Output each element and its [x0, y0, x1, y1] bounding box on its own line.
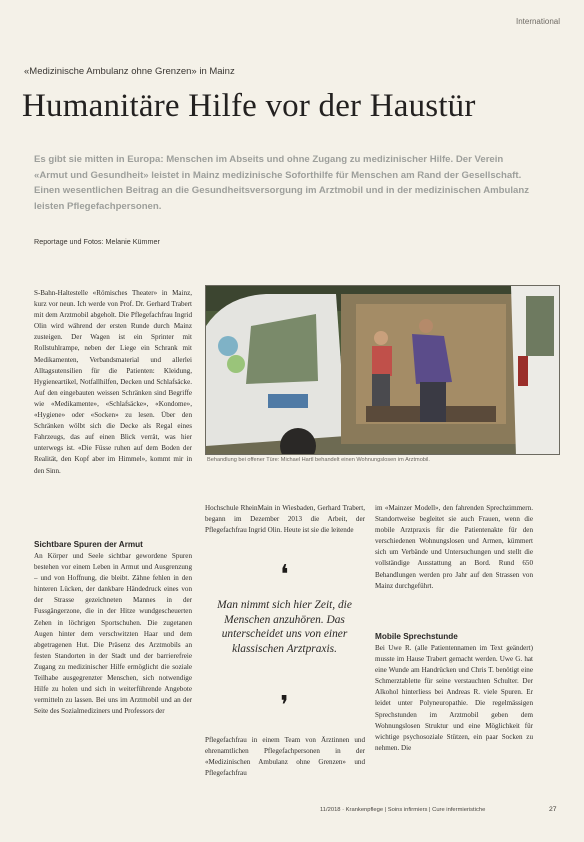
- subhead-armut: Sichtbare Spuren der Armut: [34, 540, 143, 549]
- quote-close-icon: ❜: [280, 691, 289, 720]
- quote-open-icon: ❛: [280, 560, 289, 589]
- footer-publication: 11/2018 · Krankenpflege | Soins infirmiers | Cure infermieristiche: [320, 807, 486, 813]
- section-label: International: [515, 17, 560, 26]
- photo-caption: Behandlung bei offener Türe: Michael Hartl behandelt einen Wohnungslosen im Arztmobil.: [207, 457, 430, 463]
- column-3-intro: im «Mainzer Modell», den fahrenden Sprechzimmern. Standortweise begleitet sie auch Frauen, wenn die mobile Arztpraxis für die Patientenakte für den verschiedenen Wohnungslosen und Armen, kümmert sich um Verbände und Untersuchungen und stellt die vollständige Ausstattung an Bord. Rund 650 Behandlungen werden pro Jahr auf den Strassen von Mainz durchgeführt.: [375, 504, 533, 590]
- pullquote: Man nimmt sich hier Zeit, die Menschen anzuhören. Das unterscheidet uns von einer klassischen Arztpraxis.: [217, 599, 352, 655]
- headline: Humanitäre Hilfe vor der Haustür: [22, 88, 476, 124]
- column-2-bottom: Pflegefachfrau in einem Team von Ärztinnen und ehrenamtlichen Pflegefachpersonen in der «Medizinischen Ambulanz ohne Grenzen» und Pflegefachfrau: [205, 736, 365, 778]
- column-1-intro: S-Bahn-Haltestelle «Römisches Theater» in Mainz, kurz vor neun. Ich werde von Prof. Dr. Gerhard Trabert mit dem Arztmobil abgeholt. Die Pflegefachfrau Ingrid Olin wird während der ersten Runde durch Mainz zusteigen. Der Wagen ist ein Sprinter mit Rollstuhlrampe, neben der Liege ein Schrank mit Medikamenten, Verbandsmaterial und allerlei Alltagsutensilien für die Patienten: Kleidung, Hygieneartikel, Notfallhilfen, Decken und Schlafsäcke. Auf den eingebauten weissen Schränken sind Begriffe wie «Medikamente», «Schlafsäcke», «Kondome», «Hygiene» oder «Socken» zu lesen. Über den Schränken wölbt sich die Decke als Regal eines Fahrzeugs, das auf einen Blick verrät, was hier unterwegs ist. «Die Füsse ruhen auf dem Boden der Realität, den Kopf aber im Himmel», kommt mir in den Sinn.: [34, 289, 192, 475]
- column-3: [375, 503, 533, 798]
- column-1: [34, 288, 192, 812]
- column-2-top: Hochschule RheinMain in Wiesbaden, Gerhard Trabert, begann im Dezember 2013 die Arbeit, der Pflegefachfrau Ingrid Olin. Heute ist sie die leitende: [205, 504, 365, 535]
- column-1-text: An Körper und Seele sichtbar gewordene Spuren bestehen vor einem Leben in Armut und Ausgrenzung – und von Hoffnung, die bleibt. Zähne fehlen in den hinteren Lücken, der dankbare Händedruck eines von der Strasse gezeichneten Mannes in der Fussgängerzone, die in der Hitze wundgescheuerten Zehen in löchrigen Sportschuhen. Die zugetanen Augen hinter dem verschwitzten Haar und dem abgetragenen Hut. Die Präsenz des Arztmobils an festen Standorten in der Stadt und der barrierefreie Zugang zu medizinischer Hilfe ermöglicht die soziale Teilhabe ausgegrenzter Menschen, sich notwendige Hilfe zu holen und sich in weiterführende Angebote vermitteln zu lassen. Bei uns im Arztmobil und an der Seite des Sozialmediziners und Professors der: [34, 552, 192, 716]
- article-photo: [205, 285, 560, 455]
- subhead-sprechstunde: Mobile Sprechstunde: [375, 632, 458, 641]
- arztmobil-photo-illustration: [206, 286, 560, 455]
- column-3-text: Bei Uwe R. (alle Patientennamen im Text geändert) musste im Hause Trabert gemacht werden. Uwe G. hat eine Wunde am Handrücken und Chris T. benötigt eine Schmerztablette für seine verstauchten Schulter. Der Alkohol hinterliess bei Andreas R. viele Spuren. Er leidet unter Polyneuropathie. Die regelmässigen Sprechstunden im Arztmobil geben dem Wohnungslosen Struktur und eine Möglichkeit für wichtige psychosoziale Stützen, ein paar Socken zu nehmen. Die: [375, 644, 533, 752]
- byline: Reportage und Fotos: Melanie Kümmer: [34, 237, 160, 246]
- page-number: 27: [549, 806, 557, 813]
- lead-paragraph: Es gibt sie mitten in Europa: Menschen im Abseits und ohne Zugang zu medizinischer Hilfe. Der Verein «Armut und Gesundheit» leistet in Mainz medizinische Soforthilfe für Menschen am Rand der Gesellschaft. Einen wesentlichen Beitrag an die Gesundheitsversorgung im Arztmobil und in der medizinischen Ambulanz leisten Pflegefachpersonen.: [34, 154, 530, 212]
- kicker: «Medizinische Ambulanz ohne Grenzen» in Mainz: [24, 66, 235, 77]
